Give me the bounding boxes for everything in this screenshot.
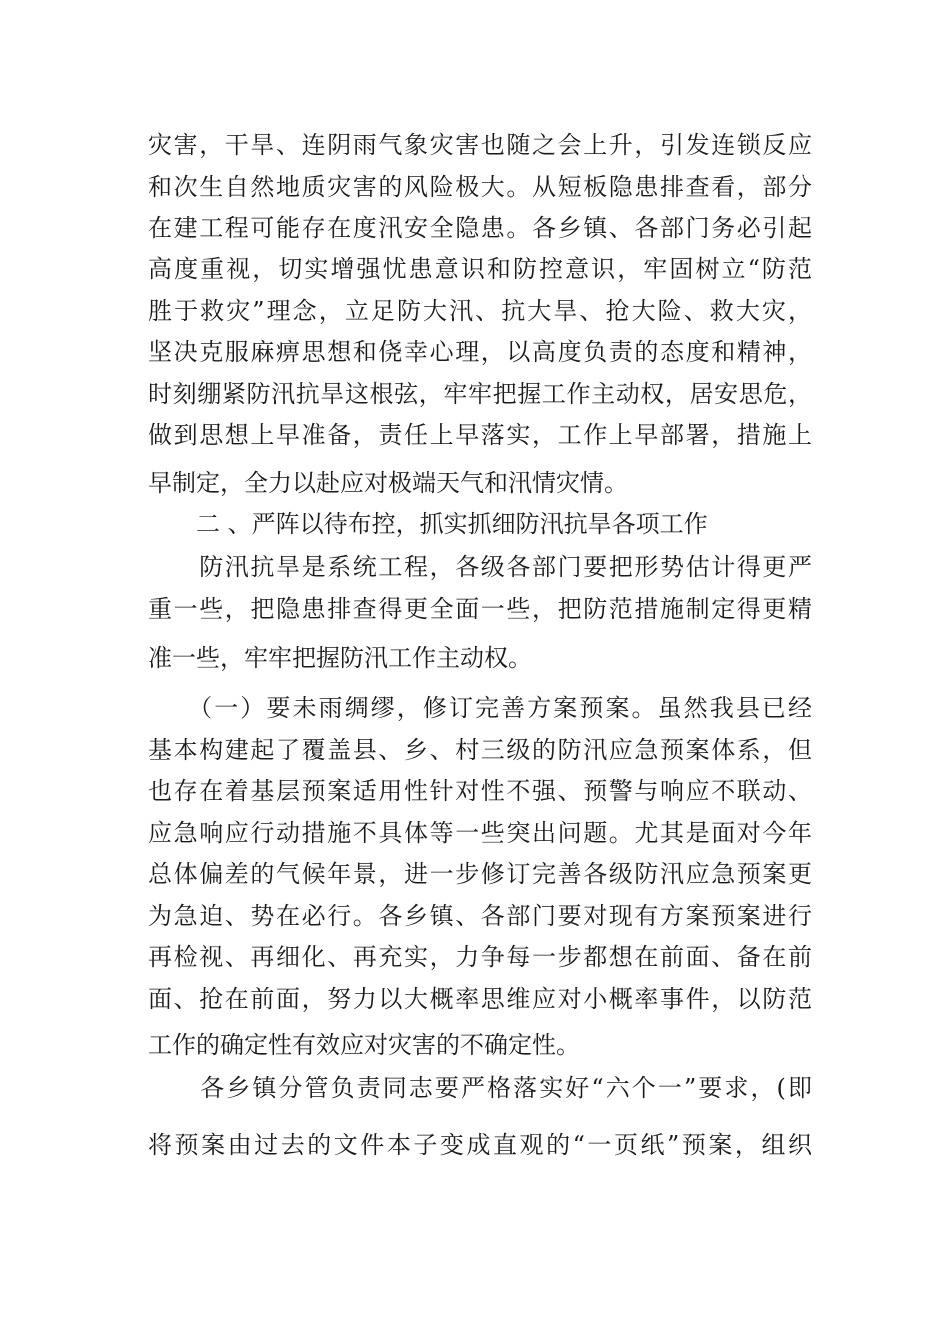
text-line: 也存在着基层预案适用性针对性不强、预警与响应不联动、 — [148, 777, 812, 805]
text-line: 应急响应行动措施不具体等一些突出问题。尤其是面对今年 — [148, 819, 812, 847]
text-line: 做到思想上早准备，责任上早落实，工作上早部署，措施上 — [148, 421, 812, 449]
text-line: 工作的确定性有效应对灾害的不确定性。 — [148, 1031, 580, 1059]
text-line: 灾害，干旱、连阴雨气象灾害也随之会上升，引发连锁反应 — [148, 131, 812, 159]
text-line: 基本构建起了覆盖县、乡、村三级的防汛应急预案体系，但 — [148, 736, 812, 764]
text-line: 准一些，牢牢把握防汛工作主动权。 — [148, 644, 532, 672]
text-line: 再检视、再细化、再充实，力争每一步都想在前面、备在前 — [148, 943, 812, 971]
text-line: 在建工程可能存在度汛安全隐患。各乡镇、各部门务必引起 — [148, 214, 812, 242]
text-line: 坚决克服麻痹思想和侥幸心理，以高度负责的态度和精神， — [148, 338, 812, 366]
text-line: 高度重视，切实增强忧患意识和防控意识，牢固树立“防范 — [148, 255, 812, 283]
text-line: 防汛抗旱是系统工程，各级各部门要把形势估计得更严 — [148, 553, 812, 581]
text-line: 面、抢在前面，努力以大概率思维应对小概率事件，以防范 — [148, 985, 812, 1013]
section-heading: 二 、严阵以待布控，抓实抓细防汛抗旱各项工作 — [148, 510, 708, 538]
text-line: 各乡镇分管负责同志要严格落实好“六个一”要求，(即 — [148, 1074, 812, 1102]
text-line: 重一些，把隐患排查得更全面一些，把防范措施制定得更精 — [148, 595, 812, 623]
text-line: 早制定，全力以赴应对极端天气和汛情灾情。 — [148, 469, 628, 497]
text-line: 将预案由过去的文件本子变成直观的“一页纸”预案，组织 — [148, 1131, 812, 1159]
text-line: 和次生自然地质灾害的风险极大。从短板隐患排查看，部分 — [148, 173, 812, 201]
text-line: 总体偏差的气候年景，进一步修订完善各级防汛应急预案更 — [148, 860, 812, 888]
text-line: 时刻绷紧防汛抗旱这根弦，牢牢把握工作主动权，居安思危， — [148, 380, 812, 408]
subsection-heading-line: （一）要未雨绸缪，修订完善方案预案。虽然我县已经 — [148, 694, 812, 722]
text-line: 胜于救灾”理念，立足防大汛、抗大旱、抢大险、救大灾， — [148, 297, 812, 325]
text-line: 为急迫、势在必行。各乡镇、各部门要对现有方案预案进行 — [148, 902, 812, 930]
